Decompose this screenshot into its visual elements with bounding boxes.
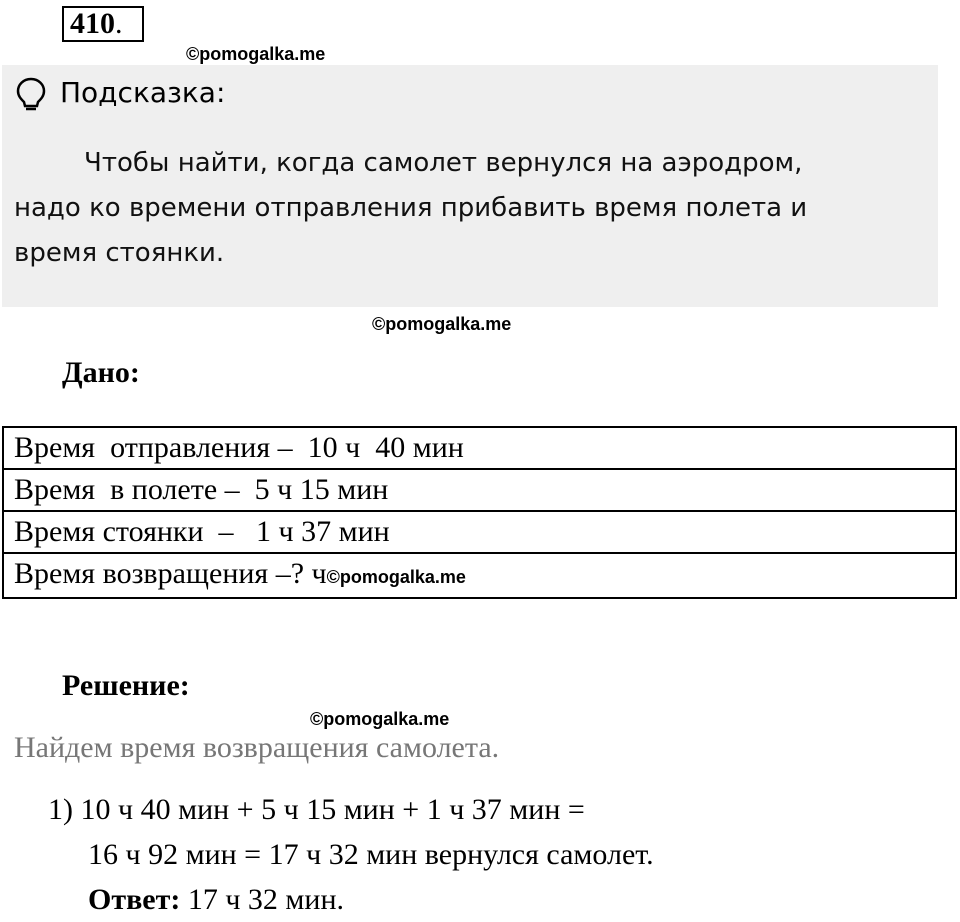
problem-number: 410. <box>62 6 144 42</box>
step-label: 1) <box>48 793 73 826</box>
answer-line <box>48 877 654 922</box>
watermark: ©pomogalka.me <box>372 314 512 334</box>
solution-line <box>48 787 654 832</box>
given-title: Дано: <box>62 356 140 389</box>
table-cell: Время отправления – 10 ч 40 мин <box>3 427 956 469</box>
answer-value: 17 ч 32 мин. <box>180 883 345 916</box>
table-row <box>3 553 956 598</box>
watermark: ©pomogalka.me <box>186 44 326 64</box>
lightbulb-icon <box>15 77 47 113</box>
given-table <box>2 426 957 599</box>
hint-text <box>14 141 914 276</box>
hint-title: Подсказка: <box>60 76 226 109</box>
step-text: 10 ч 40 мин + 5 ч 15 мин + 1 ч 37 мин = <box>80 793 585 826</box>
hint-line: время стоянки. <box>14 238 225 268</box>
hint-line: надо ко времени отправления прибавить время полета и <box>14 193 808 223</box>
watermark: ©pomogalka.me <box>310 709 450 729</box>
table-row <box>3 427 956 469</box>
solution-lead: Найдем время возвращения самолета. <box>14 731 500 764</box>
table-cell: Время стоянки – 1 ч 37 мин <box>3 511 956 553</box>
solution-line: 16 ч 92 мин = 17 ч 32 мин вернулся самолет. <box>88 838 654 871</box>
table-row <box>3 511 956 553</box>
table-row <box>3 469 956 511</box>
table-cell: Время в полете – 5 ч 15 мин <box>3 469 956 511</box>
table-cell-text: Время возвращения –? ч <box>14 557 327 590</box>
watermark: ©pomogalka.me <box>326 567 466 587</box>
table-cell <box>3 553 956 598</box>
answer-label: Ответ: <box>88 883 181 916</box>
hint-line: Чтобы найти, когда самолет вернулся на аэродром, <box>84 148 803 178</box>
solution-steps <box>48 787 654 922</box>
solution-title: Решение: <box>62 669 190 702</box>
